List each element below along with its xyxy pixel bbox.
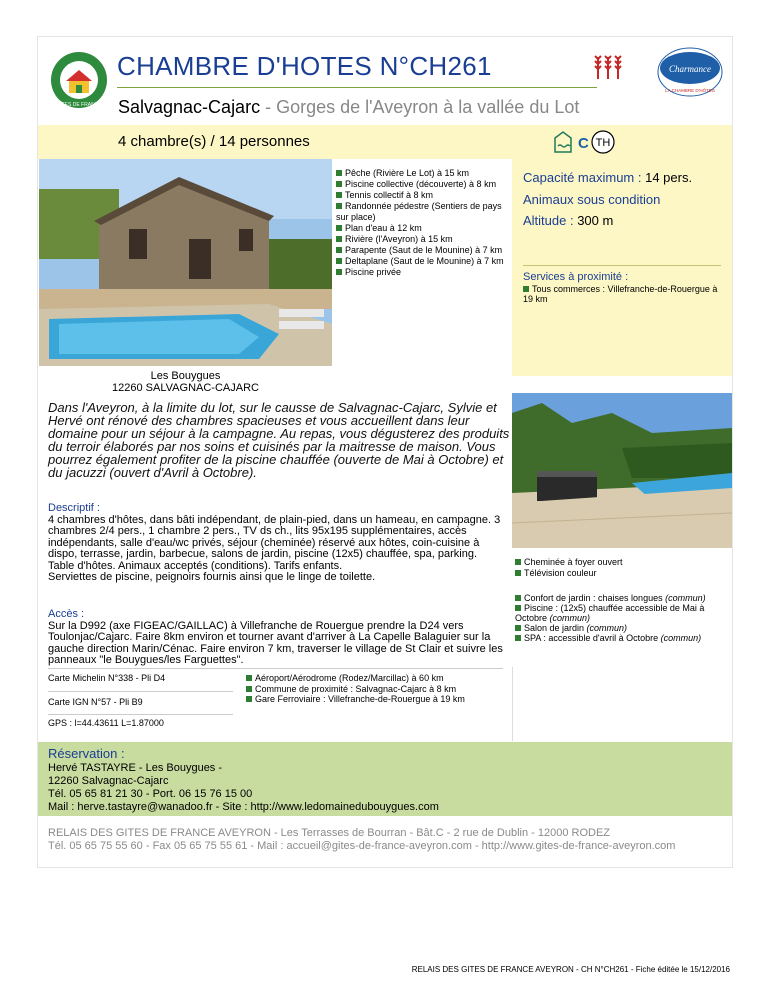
- activities-list: [336, 168, 504, 278]
- acces-title: Accès :: [48, 608, 85, 620]
- bullet-icon: [515, 559, 521, 565]
- activity-text: Piscine collective (découverte) à 8 km: [345, 179, 497, 189]
- descriptif-title: Descriptif :: [48, 502, 100, 514]
- capacity-band: [38, 125, 732, 159]
- c-badge: C: [578, 135, 589, 152]
- equipment-text: Salon de jardin: [524, 623, 587, 633]
- equipment-list: [515, 557, 623, 579]
- equipment-text: Télévision couleur: [524, 568, 597, 578]
- list-item: [336, 245, 504, 256]
- bullet-icon: [246, 686, 252, 692]
- divider: [48, 691, 233, 692]
- equipment-note: (commun): [586, 623, 628, 633]
- house-pool-photo: [39, 159, 332, 366]
- bullet-icon: [336, 181, 342, 187]
- list-item: [515, 557, 623, 568]
- list-item: [515, 623, 725, 633]
- list-item: [336, 256, 504, 267]
- activity-text: Rivière (l'Aveyron) à 15 km: [345, 234, 453, 244]
- proximity-text: Gare Ferroviaire : Villefranche-de-Rouergue à 19 km: [255, 694, 465, 704]
- reservation-block: [38, 742, 732, 816]
- list-item: [515, 593, 725, 603]
- charmance-logo-subtext: LA CHAMBRE D'HÔTES: [665, 88, 715, 93]
- capacity-label: Capacité maximum :: [523, 170, 646, 185]
- acces-text: Sur la D992 (axe FIGEAC/GAILLAC) à Villefranche de Rouergue prendre la D24 vers Toulonjac/Cajarc. Faire 8km environ et tourner avant d'arriver à La Capelle Balaguier sur la gauche direction Marin/Cénac. Faire environ 7 km, traverser le village de St Clair et suivre les panneaux "le Bouygues/les Farguettes".: [48, 619, 503, 666]
- services-item: [523, 284, 723, 304]
- activity-text: Plan d'eau à 12 km: [345, 223, 422, 233]
- label-icons: [553, 130, 621, 154]
- descriptif-text: 4 chambres d'hôtes, dans bâti indépendant, de plain-pied, dans un hameau, en campagne. 3 chambres 2/4 pers., 1 chambre 2 pers., TV ds ch., lits 95x195 supplémentaires, accès indépendants, salle d'eau/wc privés, séjour (cheminée) réservé aux hôtes, coin-cuisine à dispo, terrasse, jardin, barbecue, salons de jardin, piscine (12x5) chauffée, spa, parking. Table d'hôtes. Animaux acceptés (conditions). Tarifs enfants.: [48, 513, 501, 572]
- bullet-icon: [336, 258, 342, 264]
- relais-contact[interactable]: Tél. 05 65 75 55 60 - Fax 05 65 75 55 61 - Mail : accueil@gites-de-france-aveyron.com - http://www.gites-de-france-aveyron.com: [48, 840, 676, 852]
- list-item: [336, 179, 504, 190]
- list-item: [515, 603, 725, 623]
- services-text: Tous commerces : Villefranche-de-Rouergue à 19 km: [523, 284, 718, 304]
- location-subtitle: [118, 97, 579, 118]
- acces-section: [48, 609, 508, 667]
- reservation-phone: Tél. 05 65 81 21 30 - Port. 06 15 76 15 00: [48, 788, 253, 800]
- animals-info: Animaux sous condition: [523, 192, 661, 207]
- list-item: [336, 201, 504, 223]
- bullet-icon: [336, 247, 342, 253]
- panel-divider: [523, 265, 721, 266]
- activity-text: Parapente (Saut de le Mounine) à 7 km: [345, 245, 503, 255]
- relais-address: RELAIS DES GITES DE FRANCE AVEYRON - Les Terrasses de Bourran - Bât.C - 2 rue de Dublin - 12000 RODEZ: [48, 827, 611, 839]
- bullet-icon: [523, 286, 529, 292]
- reservation-contact[interactable]: Mail : herve.tastayre@wanadoo.fr - Site : http://www.ledomainedubouygues.com: [48, 801, 439, 813]
- bullet-icon: [515, 635, 521, 641]
- list-item: [336, 234, 504, 245]
- descriptif-section: [48, 503, 503, 584]
- proximity-text: Commune de proximité : Salvagnac-Cajarc à 8 km: [255, 683, 457, 694]
- equipment-text: Piscine : (12x5) chauffée accessible de Mai à Octobre: [515, 603, 705, 623]
- reservation-title: Réservation :: [48, 746, 125, 761]
- activity-text: Deltaplane (Saut de le Mounine) à 7 km: [345, 256, 504, 266]
- bullet-icon: [336, 269, 342, 275]
- michelin-map: Carte Michelin N°338 - Pli D4: [48, 673, 166, 683]
- gdf-logo-text: GÎTES DE FRANCE: [56, 102, 102, 108]
- column-divider: [512, 667, 513, 741]
- th-badge: TH: [595, 137, 611, 149]
- equipment-note: (commun): [549, 613, 591, 623]
- outdoor-equipment-list: [515, 593, 725, 643]
- activity-text: Piscine privée: [345, 267, 402, 277]
- epis-rating-icon: [594, 53, 630, 79]
- list-item: [515, 633, 725, 643]
- list-item: [336, 223, 504, 234]
- list-item: [246, 673, 516, 684]
- activity-text: Tennis collectif à 8 km: [345, 190, 434, 200]
- proximity-list: [246, 673, 516, 705]
- list-item: [336, 267, 504, 278]
- gps-coordinates: GPS : l=44.43611 L=1.87000: [48, 718, 164, 728]
- activity-text: Pêche (Rivière Le Lot) à 15 km: [345, 168, 470, 178]
- listing-sheet: [37, 36, 733, 868]
- relais-info: [48, 827, 728, 853]
- rooms-capacity: 4 chambre(s) / 14 personnes: [118, 133, 310, 150]
- bullet-icon: [515, 570, 521, 576]
- bullet-icon: [336, 203, 342, 209]
- list-item: [336, 190, 504, 201]
- activity-text: Randonnée pédestre (Sentiers de pays sur place): [336, 201, 502, 222]
- intro-text: Dans l'Aveyron, à la limite du lot, sur le causse de Salvagnac-Cajarc, Sylvie et Hervé ont rénové des chambres spacieuses et vous accueillent dans leur domaine pour un séjour à la campagne. Au repas, vous dégusterez des produits du terroir élaborés par nos soins et cuisinés par la maitresse de maison. Vous pourrez également profiter de la piscine chauffée (ouverte de Mai à Octobre) et du jacuzzi (ouvert d'Avril à Octobre).: [48, 400, 510, 480]
- reservation-owner: Hervé TASTAYRE - Les Bouygues -: [48, 762, 223, 774]
- charmance-logo-text: Charmance: [669, 64, 711, 74]
- bullet-icon: [246, 675, 252, 681]
- capacity-panel: [512, 159, 732, 376]
- list-item: [515, 568, 623, 579]
- bullet-icon: [515, 625, 521, 631]
- equipment-text: Cheminée à foyer ouvert: [524, 557, 623, 567]
- gites-de-france-logo: [50, 51, 108, 109]
- divider: [48, 714, 233, 715]
- spa-pool-photo: [512, 393, 732, 548]
- list-item: [246, 694, 516, 705]
- reservation-address: 12260 Salvagnac-Cajarc: [48, 775, 169, 787]
- equipment-text: SPA : accessible d'avril à Octobre: [524, 633, 661, 643]
- address-line-1: Les Bouygues: [150, 370, 221, 382]
- title-divider: [117, 87, 597, 88]
- bullet-icon: [246, 696, 252, 702]
- services-title: Services à proximité :: [523, 271, 629, 283]
- location-region: - Gorges de l'Aveyron à la vallée du Lot: [260, 97, 580, 117]
- equipment-note: (commun): [665, 593, 706, 603]
- location-name: Salvagnac-Cajarc: [118, 97, 261, 117]
- bullet-icon: [336, 170, 342, 176]
- altitude: [523, 213, 613, 228]
- ign-map: Carte IGN N°57 - Pli B9: [48, 697, 143, 707]
- list-item: [246, 684, 516, 695]
- altitude-value: 300 m: [577, 213, 614, 228]
- list-item: [336, 168, 504, 179]
- equipment-text: Confort de jardin : chaises longues: [524, 593, 666, 603]
- charmance-logo: [652, 46, 728, 98]
- descriptif-text-2: Serviettes de piscine, peignoirs fournis ainsi que le linge de toilette.: [48, 571, 376, 583]
- section-divider: [48, 668, 503, 669]
- page-title: CHAMBRE D'HOTES N°CH261: [117, 51, 492, 81]
- address: [39, 370, 332, 394]
- bullet-icon: [336, 225, 342, 231]
- bullet-icon: [515, 605, 521, 611]
- page-footer: RELAIS DES GITES DE FRANCE AVEYRON - CH N°CH261 - Fiche éditée le 15/12/2016: [411, 965, 730, 974]
- capacity-value: 14 pers.: [645, 170, 693, 185]
- bullet-icon: [336, 236, 342, 242]
- bullet-icon: [336, 192, 342, 198]
- bullet-icon: [515, 595, 521, 601]
- equipment-note: (commun): [660, 633, 702, 643]
- proximity-text: Aéroport/Aérodrome (Rodez/Marcillac) à 60 km: [255, 673, 444, 683]
- altitude-label: Altitude :: [523, 213, 578, 228]
- address-line-2: 12260 SALVAGNAC-CAJARC: [112, 382, 259, 394]
- capacity-max: [523, 170, 692, 185]
